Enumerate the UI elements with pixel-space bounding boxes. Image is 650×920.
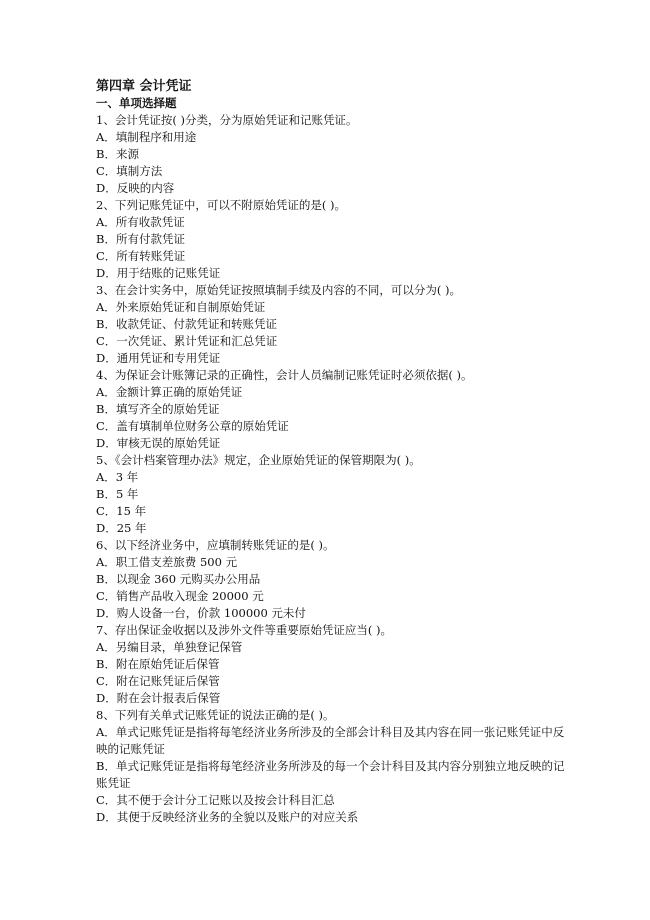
option-a: A．填制程序和用途	[96, 130, 197, 144]
question-block	[96, 537, 566, 622]
option-d: D．附在会计报表后保管	[96, 691, 221, 705]
section-heading: 一、单项选择题	[96, 96, 177, 110]
question-stem: 4、为保证会计账簿记录的正确性，会计人员编制记账凭证时必须依据( )。	[96, 368, 473, 382]
option-b: B．收款凭证、付款凭证和转账凭证	[96, 317, 277, 331]
option-d: D．用于结账的记账凭证	[96, 266, 221, 280]
option-c: C．销售产品收入现金 20000 元	[96, 589, 264, 603]
question-stem: 1、会计凭证按( )分类，分为原始凭证和记账凭证。	[96, 113, 358, 127]
option-c: C．所有转账凭证	[96, 249, 186, 263]
option-a: A．外来原始凭证和自制原始凭证	[96, 300, 266, 314]
question-stem: 5、《会计档案管理办法》规定，企业原始凭证的保管期限为( )。	[96, 453, 421, 467]
option-c: C．附在记账凭证后保管	[96, 674, 220, 688]
question-stem: 8、下列有关单式记账凭证的说法正确的是( )。	[96, 708, 335, 722]
question-block	[96, 622, 566, 707]
option-a: A．另编目录，单独登记保管	[96, 640, 243, 654]
option-c: C．盖有填制单位财务公章的原始凭证	[96, 419, 289, 433]
option-a: A．金额计算正确的原始凭证	[96, 385, 243, 399]
option-d: D．通用凭证和专用凭证	[96, 351, 221, 365]
option-c: C．15 年	[96, 504, 147, 518]
option-c: C．一次凭证、累计凭证和汇总凭证	[96, 334, 278, 348]
option-a: A．3 年	[96, 470, 139, 484]
option-c: C．填制方法	[96, 164, 163, 178]
option-d: D．其便于反映经济业务的全貌以及账户的对应关系	[96, 810, 359, 824]
option-b: B．附在原始凭证后保管	[96, 657, 220, 671]
option-b: B．填写齐全的原始凭证	[96, 402, 220, 416]
option-d: D．反映的内容	[96, 181, 175, 195]
option-b: B．单式记账凭证是指将每笔经济业务所涉及的每一个会计科目及其内容分别独立地反映的记账凭证	[96, 759, 565, 790]
option-c: C．其不便于会计分工记账以及按会计科目汇总	[96, 793, 335, 807]
question-block	[96, 367, 566, 452]
option-b: B．5 年	[96, 487, 139, 501]
question-block	[96, 282, 566, 367]
option-b: B．所有付款凭证	[96, 232, 185, 246]
question-stem: 7、存出保证金收据以及涉外文件等重要原始凭证应当( )。	[96, 623, 392, 637]
question-stem: 3、在会计实务中，原始凭证按照填制手续及内容的不同，可以分为( )。	[96, 283, 461, 297]
option-a: A．单式记账凭证是指将每笔经济业务所涉及的全部会计科目及其内容在同一张记账凭证中反映的记账凭证	[96, 725, 565, 756]
chapter-title: 第四章 会计凭证	[96, 79, 192, 94]
question-stem: 2、下列记账凭证中，可以不附原始凭证的是( )。	[96, 198, 346, 212]
question-block	[96, 452, 566, 537]
option-a: A．职工借支差旅费 500 元	[96, 555, 238, 569]
option-d: D．购人设备一台，价款 100000 元未付	[96, 606, 306, 620]
option-a: A．所有收款凭证	[96, 215, 185, 229]
option-d: D．审核无误的原始凭证	[96, 436, 221, 450]
option-b: B．来源	[96, 147, 139, 161]
option-d: D．25 年	[96, 521, 147, 535]
question-block	[96, 112, 566, 197]
question-block	[96, 707, 566, 826]
option-b: B．以现金 360 元购买办公用品	[96, 572, 261, 586]
question-block	[96, 197, 566, 282]
question-stem: 6、以下经济业务中，应填制转账凭证的是( )。	[96, 538, 335, 552]
document-page	[96, 78, 566, 826]
